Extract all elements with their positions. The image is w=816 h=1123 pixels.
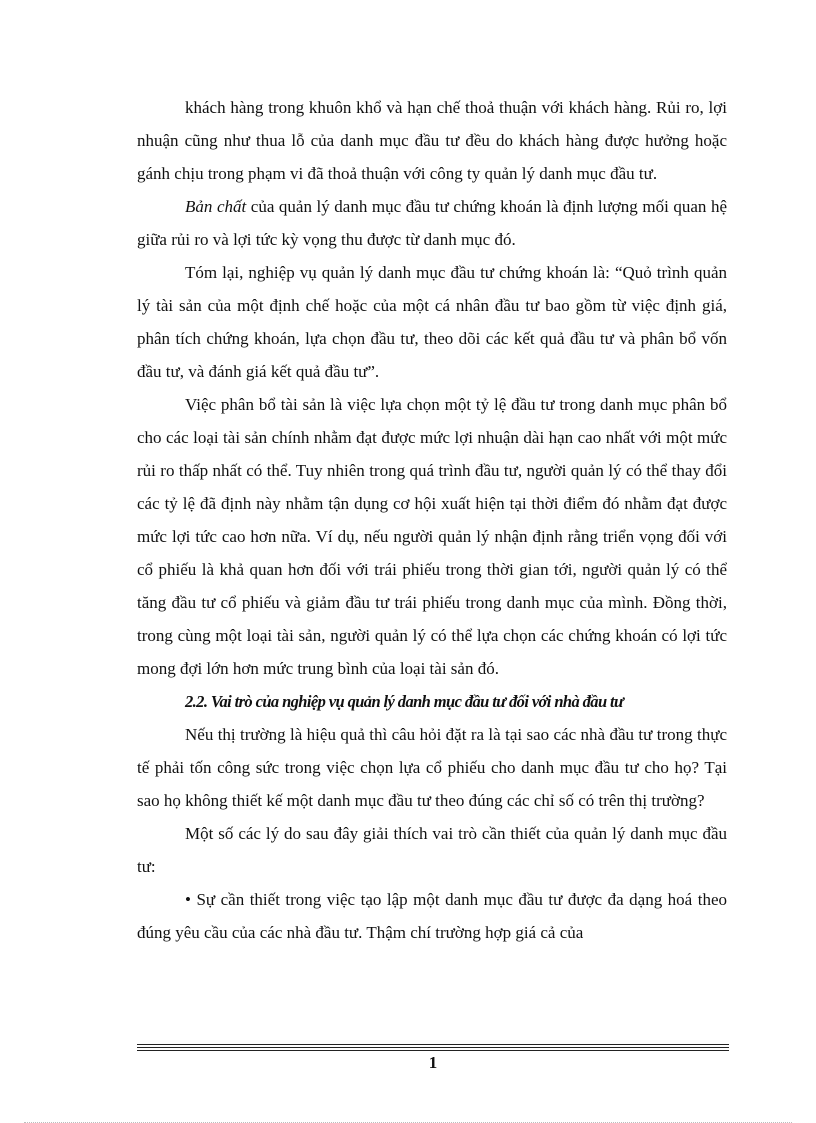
- paragraph-asset-allocation: [137, 388, 727, 685]
- paragraph-emphasis: Bản chất: [185, 197, 247, 216]
- footer-rule: [137, 1047, 729, 1048]
- document-body: [137, 91, 727, 949]
- section-heading: 2.2. Vai trò của nghiệp vụ quản lý danh mục đầu tư đối với nhà đầu tư: [185, 692, 624, 711]
- paragraph-text: Việc phân bổ tài sản là việc lựa chọn một tỷ lệ đầu tư trong danh mục phân bổ cho các loại tài sản chính nhằm đạt được mức lợi nhuận dài hạn cao nhất với một mức rủi ro thấp nhất có thể. Tuy nhiên trong quá trình đầu tư, người quản lý có thể thay đổi các tỷ lệ đã định này nhằm tận dụng cơ hội xuất hiện tại thời điểm đó nhằm đạt được mức lợi tức cao hơn nữa. Ví dụ, nếu người quản lý nhận định rằng triển vọng đối với cổ phiếu là khả quan hơn đối với trái phiếu trong thời gian tới, người quản lý có thể tăng đầu tư cổ phiếu và giảm đầu tư trái phiếu trong danh mục của mình. Đồng thời, trong cùng một loại tài sản, người quản lý có thể lựa chọn các chứng khoán có lợi tức mong đợi lớn hơn mức trung bình của loại tài sản đó.: [137, 395, 727, 678]
- paragraph-client-agreement: [137, 91, 727, 190]
- paragraph-summary: [137, 256, 727, 388]
- footer-rule: [137, 1044, 729, 1045]
- bullet-item: [137, 883, 727, 949]
- paragraph-text: của quản lý danh mục đầu tư chứng khoán là định lượng mối quan hệ giữa rủi ro và lợi tức kỳ vọng thu được từ danh mục đó.: [137, 197, 727, 249]
- paragraph-text: Nếu thị trường là hiệu quả thì câu hỏi đặt ra là tại sao các nhà đầu tư trong thực tế phải tốn công sức trong việc chọn lựa cổ phiếu cho danh mục đầu tư cho họ? Tại sao họ không thiết kế một danh mục đầu tư theo đúng các chỉ số có trên thị trường?: [137, 725, 727, 810]
- paragraph-text: Một số các lý do sau đây giải thích vai trò cần thiết của quản lý danh mục đầu tư:: [137, 824, 727, 876]
- paragraph-reasons-intro: [137, 817, 727, 883]
- paragraph-text: Tóm lại, nghiệp vụ quản lý danh mục đầu tư chứng khoán là: “Quỏ trình quản lý tài sản của một định chế hoặc của một cá nhân đầu tư bao gồm từ việc định giá, phân tích chứng khoán, lựa chọn đầu tư, theo dõi các kết quả đầu tư và phân bổ vốn đầu tư, và đánh giá kết quả đầu tư”.: [137, 263, 727, 381]
- footer-rule: [137, 1050, 729, 1051]
- bullet-icon: •: [185, 890, 191, 909]
- paragraph-market-efficiency: [137, 718, 727, 817]
- paragraph-essence: [137, 190, 727, 256]
- page-number: 1: [428, 1053, 438, 1072]
- paragraph-text: khách hàng trong khuôn khổ và hạn chế thoả thuận với khách hàng. Rủi ro, lợi nhuận cũng như thua lỗ của danh mục đầu tư đều do khách hàng được hưởng hoặc gánh chịu trong phạm vi đã thoả thuận với công ty quản lý danh mục đầu tư.: [137, 98, 727, 183]
- bullet-text: Sự cần thiết trong việc tạo lập một danh mục đầu tư được đa dạng hoá theo đúng yêu cầu của các nhà đầu tư. Thậm chí trường hợp giá cả của: [137, 890, 727, 942]
